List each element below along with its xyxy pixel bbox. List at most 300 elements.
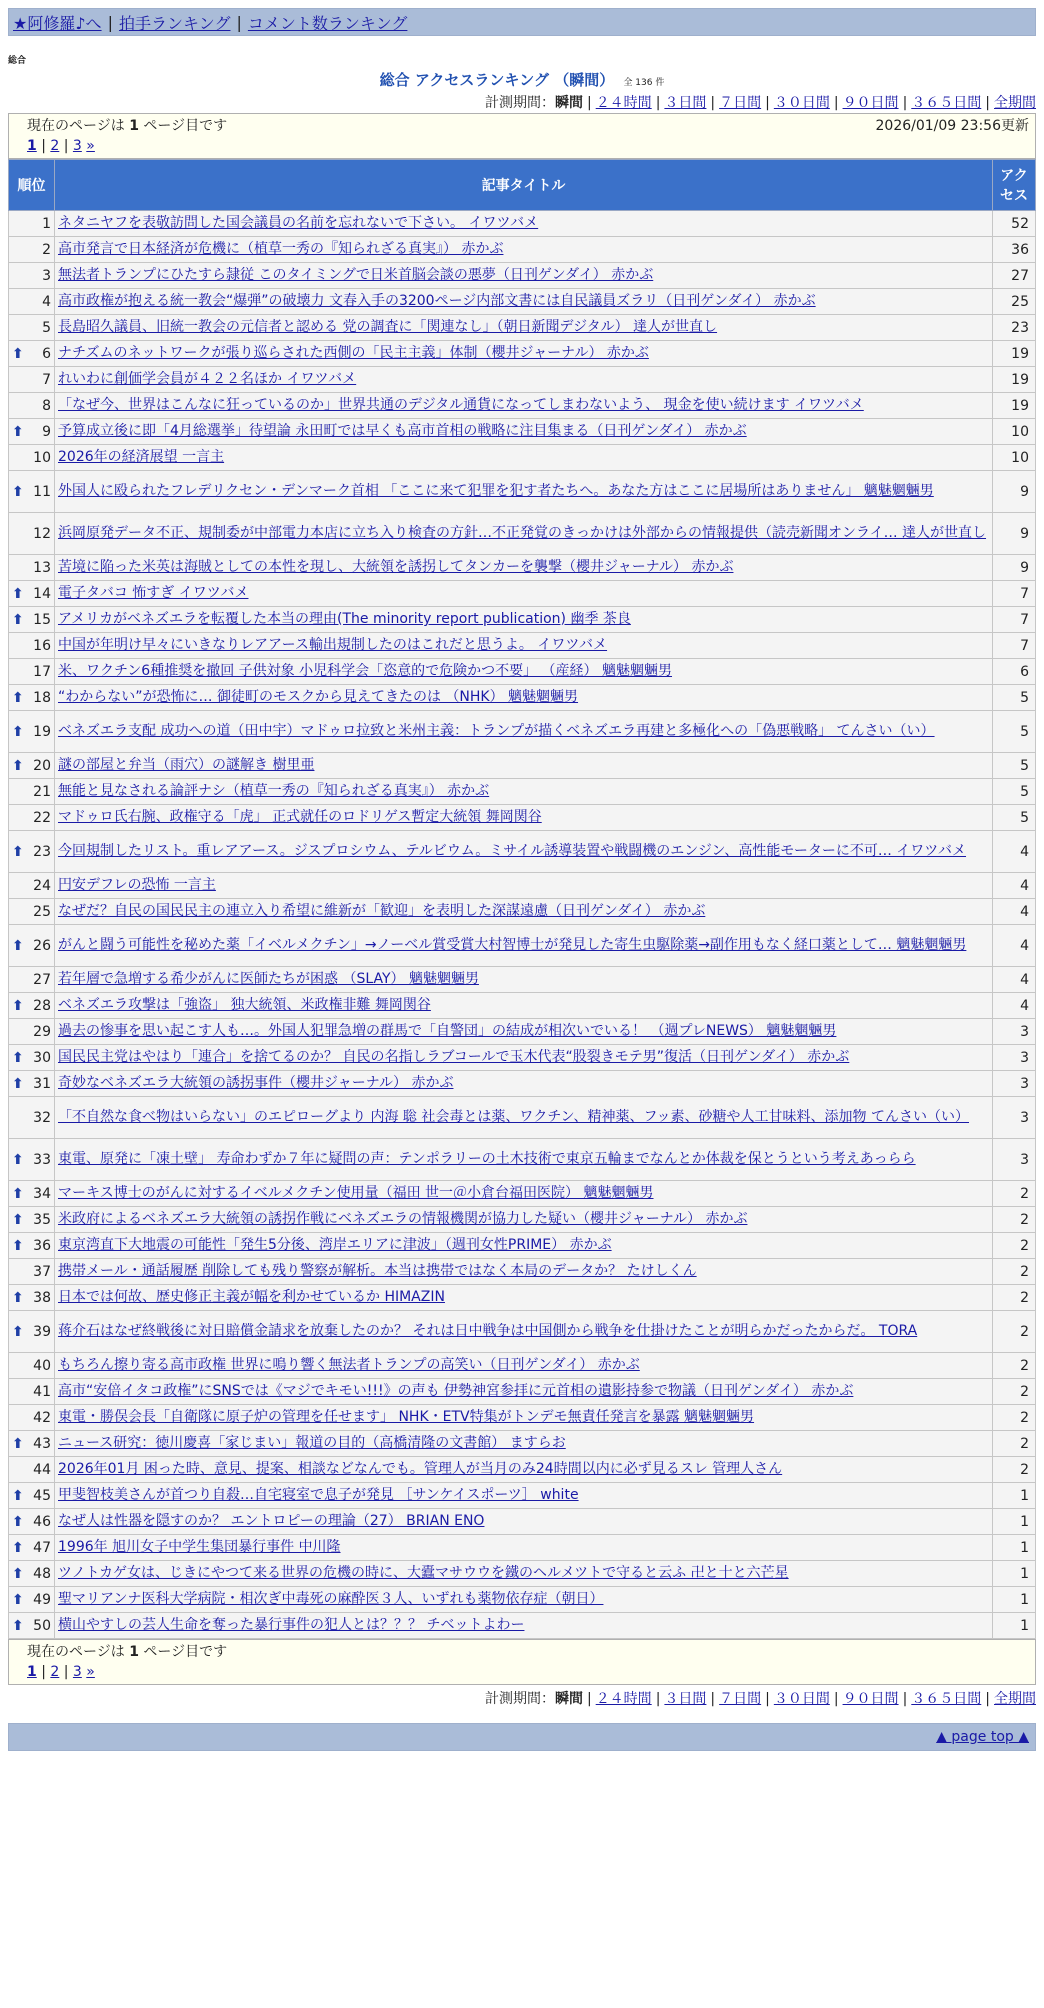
rank-cell <box>9 1535 55 1561</box>
table-row <box>9 1097 1036 1139</box>
page-separator: | <box>36 138 51 154</box>
table-row <box>9 1285 1036 1311</box>
title-cell <box>55 1285 993 1311</box>
access-count: 4 <box>993 993 1036 1019</box>
page-top-link[interactable]: ▲ page top ▲ <box>936 1729 1029 1745</box>
article-link[interactable]: 過去の惨事を思い起こす人も…。外国人犯罪急増の群馬で「自警団」の結成が相次いでいる！ （週プレNEWS） 魑魅魍魎男 <box>58 1023 837 1039</box>
access-count: 2 <box>993 1457 1036 1483</box>
table-row <box>9 237 1036 263</box>
period-link[interactable]: ２４時間 <box>595 1691 652 1707</box>
up-arrow-icon: ⬆ <box>12 1289 24 1306</box>
table-row <box>9 1587 1036 1613</box>
rank-cell <box>9 471 55 513</box>
page-separator: | <box>36 1664 51 1680</box>
up-arrow-icon: ⬆ <box>12 1435 24 1452</box>
up-arrow-icon: ⬆ <box>12 483 24 500</box>
access-count: 2 <box>993 1207 1036 1233</box>
access-count: 2 <box>993 1259 1036 1285</box>
article-link[interactable]: 高市“安倍イタコ政権”にSNSでは《マジでキモい!!!》の声も 伊勢神宮参拝に元首相の遺影持参で物議（日刊ゲンダイ） 赤かぶ <box>58 1383 854 1399</box>
title-cell <box>55 1139 993 1181</box>
header-title: 記事タイトル <box>55 160 993 211</box>
article-link[interactable]: 外国人に殴られたフレデリクセン・デンマーク首相 「ここに来て犯罪を犯す者たちへ。あなた方はここに居場所はありません」 魑魅魍魎男 <box>58 483 934 499</box>
page-status-suffix: ページ目です <box>143 118 228 134</box>
article-link[interactable]: 2026年の経済展望 一言主 <box>58 449 225 465</box>
pagination-bottom <box>8 1639 1036 1685</box>
rank-cell <box>9 1613 55 1639</box>
rank-cell <box>9 289 55 315</box>
table-row <box>9 555 1036 581</box>
table-row <box>9 967 1036 993</box>
period-link[interactable]: ７日間 <box>719 1691 762 1707</box>
bottom-bar <box>8 1723 1036 1751</box>
access-count: 9 <box>993 471 1036 513</box>
page-title-row <box>8 69 1036 91</box>
access-count: 1 <box>993 1561 1036 1587</box>
access-count: 3 <box>993 1019 1036 1045</box>
page-status <box>27 116 227 136</box>
article-link[interactable]: 長島昭久議員、旧統一教会の元信者と認める 党の調査に「関連なし」（朝日新聞デジタル） 達人が世直し <box>58 319 718 335</box>
page-link-current[interactable]: 1 <box>27 1664 37 1680</box>
rank-cell <box>9 607 55 633</box>
page-link-current[interactable]: 1 <box>27 138 37 154</box>
rank-cell <box>9 237 55 263</box>
period-separator: | <box>655 1691 661 1707</box>
table-row <box>9 1353 1036 1379</box>
article-link[interactable]: ネタニヤフを表敬訪問した国会議員の名前を忘れないで下さい。 イワツバメ <box>58 215 539 231</box>
table-row <box>9 341 1036 367</box>
rank-number: 28 <box>33 997 51 1014</box>
rank-number: 12 <box>33 525 51 542</box>
access-count: 2 <box>993 1405 1036 1431</box>
rank-number: 48 <box>33 1565 51 1582</box>
up-arrow-icon: ⬆ <box>12 1049 24 1066</box>
title-cell <box>55 607 993 633</box>
title-cell <box>55 419 993 445</box>
access-count: 4 <box>993 967 1036 993</box>
article-link[interactable]: 甲斐智枝美さんが首つり自殺…自宅寝室で息子が発見 ［サンケイスポーツ］ white <box>58 1487 579 1503</box>
period-separator: | <box>902 95 908 111</box>
title-cell <box>55 393 993 419</box>
period-label: 計測期間： <box>484 1691 555 1707</box>
title-cell <box>55 1379 993 1405</box>
period-separator: | <box>833 95 839 111</box>
title-cell <box>55 1353 993 1379</box>
rank-number: 11 <box>33 483 51 500</box>
article-link[interactable]: 米政府によるベネズエラ大統領の誘拐作戦にベネズエラの情報機関が協力した疑い（櫻井ジャーナル） 赤かぶ <box>58 1211 748 1227</box>
up-arrow-icon: ⬆ <box>12 937 24 954</box>
category-label: 総合 <box>8 56 27 66</box>
rank-cell <box>9 341 55 367</box>
rank-number: 32 <box>33 1109 51 1126</box>
table-row <box>9 1561 1036 1587</box>
article-link[interactable]: ニュース研究：徳川慶喜「家じまい」報道の目的（高橋清隆の文書館） ますらお <box>58 1435 566 1451</box>
article-link[interactable]: 若年層で急増する希少がんに医師たちが困惑 （SLAY） 魑魅魍魎男 <box>58 971 479 987</box>
table-row <box>9 659 1036 685</box>
page-separator: | <box>59 138 73 154</box>
article-link[interactable]: ベネズエラ支配 成功への道（田中宇）マドゥロ拉致と米州主義：トランプが描くベネズエラ再建と多極化への「偽悪戦略」 てんさい（い） <box>58 723 935 739</box>
title-cell <box>55 1405 993 1431</box>
article-link[interactable]: 日本では何故、歴史修正主義が幅を利かせているか HIMAZIN <box>58 1289 445 1305</box>
up-arrow-icon: ⬆ <box>12 689 24 706</box>
rank-cell <box>9 659 55 685</box>
table-row <box>9 1431 1036 1457</box>
table-row <box>9 1019 1036 1045</box>
title-cell <box>55 1509 993 1535</box>
table-row <box>9 1379 1036 1405</box>
article-link[interactable]: 電子タバコ 怖すぎ イワツバメ <box>58 585 249 601</box>
period-label: 計測期間： <box>484 95 555 111</box>
page-status-prefix: 現在のページは <box>27 1644 125 1660</box>
table-row <box>9 899 1036 925</box>
article-link[interactable]: 今回規制したリスト。重レアアース。ジスプロシウム、テルビウム。ミサイル誘導装置や戦闘機のエンジン、高性能モーターに不可… イワツバメ <box>58 843 967 859</box>
article-link[interactable]: 1996年 旭川女子中学生集団暴行事件 中川隆 <box>58 1539 341 1555</box>
title-cell <box>55 1181 993 1207</box>
table-row <box>9 393 1036 419</box>
article-link[interactable]: 無能と見なされる論評ナシ（植草一秀の『知られざる真実』） 赤かぶ <box>58 783 490 799</box>
page-status-current: 1 <box>129 118 139 134</box>
access-count: 9 <box>993 513 1036 555</box>
table-row <box>9 471 1036 513</box>
access-count: 7 <box>993 581 1036 607</box>
next-page-link[interactable]: » <box>86 1664 95 1680</box>
table-row <box>9 925 1036 967</box>
access-count: 5 <box>993 711 1036 753</box>
access-count: 1 <box>993 1587 1036 1613</box>
table-row <box>9 513 1036 555</box>
rank-number: 22 <box>33 809 51 826</box>
table-row <box>9 607 1036 633</box>
rank-cell <box>9 831 55 873</box>
rank-cell <box>9 685 55 711</box>
rank-cell <box>9 1405 55 1431</box>
up-arrow-icon: ⬆ <box>12 1591 24 1608</box>
title-cell <box>55 1233 993 1259</box>
rank-number: 23 <box>33 843 51 860</box>
article-link[interactable]: アメリカがベネズエラを転覆した本当の理由(The minority report publication) 幽季 茶良 <box>58 611 631 627</box>
table-row <box>9 993 1036 1019</box>
access-count: 7 <box>993 633 1036 659</box>
title-cell <box>55 779 993 805</box>
period-link[interactable]: ３日間 <box>664 1691 707 1707</box>
period-current: 瞬間 <box>554 1691 583 1707</box>
up-arrow-icon: ⬆ <box>12 585 24 602</box>
table-row <box>9 1207 1036 1233</box>
up-arrow-icon: ⬆ <box>12 723 24 740</box>
rank-cell <box>9 993 55 1019</box>
article-link[interactable]: 中国が年明け早々にいきなりレアアース輸出規制したのはこれだと思うよ。 イワツバメ <box>58 637 608 653</box>
title-cell <box>55 1457 993 1483</box>
table-row <box>9 805 1036 831</box>
title-cell <box>55 289 993 315</box>
title-cell <box>55 341 993 367</box>
rank-number: 29 <box>33 1023 51 1040</box>
up-arrow-icon: ⬆ <box>12 1151 24 1168</box>
period-link[interactable]: ３６５日間 <box>911 95 982 111</box>
rank-cell <box>9 1045 55 1071</box>
title-cell <box>55 315 993 341</box>
table-row <box>9 1613 1036 1639</box>
access-count: 19 <box>993 341 1036 367</box>
period-link[interactable]: ３６５日間 <box>911 1691 982 1707</box>
article-link[interactable]: 東電・勝俣会長「自衛隊に原子炉の管理を任せます」 NHK・ETV特集がトンデモ無責任発言を暴露 魑魅魍魎男 <box>58 1409 755 1425</box>
period-link[interactable]: ７日間 <box>719 95 762 111</box>
nav-link-comment-ranking[interactable]: コメント数ランキング <box>247 13 408 33</box>
title-cell <box>55 1097 993 1139</box>
article-link[interactable]: 聖マリアンナ医科大学病院・相次ぎ中毒死の麻酔医３人、いずれも薬物依存症（朝日） <box>58 1591 604 1607</box>
access-count: 27 <box>993 263 1036 289</box>
period-separator: | <box>985 95 990 111</box>
article-link[interactable]: 「不自然な食べ物はいらない」のエピローグより 内海 聡 社会毒とは薬、ワクチン、精神薬、フッ素、砂糖や人工甘味料、添加物 てんさい（い） <box>58 1109 969 1125</box>
rank-number: 3 <box>42 267 51 284</box>
rank-cell <box>9 393 55 419</box>
article-link[interactable]: 高市発言で日本経済が危機に（植草一秀の『知られざる真実』） 赤かぶ <box>58 241 504 257</box>
ranking-table-body <box>9 211 1036 1639</box>
rank-number: 25 <box>33 903 51 920</box>
article-link[interactable]: ツノトカゲ女は、じきにやつて来る世界の危機の時に、大蠹マサウウを鐵のヘルメツトで守ると云ふ 卍と十と六芒星 <box>58 1565 789 1581</box>
article-link[interactable]: 国民民主党はやはり「連合」を捨てるのか？ 自民の名指しラブコールで玉木代表“股裂きモテ男”復活（日刊ゲンダイ） 赤かぶ <box>58 1049 850 1065</box>
rank-number: 50 <box>33 1617 51 1634</box>
period-link[interactable]: ３０日間 <box>773 1691 830 1707</box>
period-separator: | <box>985 1691 990 1707</box>
nav-link-clap-ranking[interactable]: 拍手ランキング <box>118 13 231 33</box>
period-separator: | <box>710 1691 716 1707</box>
period-link[interactable]: ２４時間 <box>595 95 652 111</box>
rank-number: 2 <box>42 241 51 258</box>
rank-cell <box>9 1181 55 1207</box>
article-link[interactable]: マーキス博士のがんに対するイベルメクチン使用量（福田 世一＠小倉台福田医院） 魑魅魍魎男 <box>58 1185 654 1201</box>
rank-number: 26 <box>33 937 51 954</box>
table-row <box>9 831 1036 873</box>
up-arrow-icon: ⬆ <box>12 1617 24 1634</box>
table-row <box>9 581 1036 607</box>
access-count: 5 <box>993 753 1036 779</box>
page-separator: | <box>59 1664 73 1680</box>
article-link[interactable]: 円安デフレの恐怖 一言主 <box>58 877 216 893</box>
title-cell <box>55 899 993 925</box>
table-row <box>9 711 1036 753</box>
access-count: 1 <box>993 1509 1036 1535</box>
article-link[interactable]: 苦境に陥った米英は海賊としての本性を現し、大統領を誘拐してタンカーを襲撃（櫻井ジャーナル） 赤かぶ <box>58 559 734 575</box>
article-link[interactable]: 東電、原発に「凍土壁」 寿命わずか７年に疑問の声：テンポラリーの土木技術で東京五輪までなんとか体裁を保とうという考えあっらら <box>58 1151 916 1167</box>
period-separator: | <box>833 1691 839 1707</box>
page-link[interactable]: 3 <box>72 1664 82 1680</box>
page-title: 総合 アクセスランキング （瞬間） <box>379 71 615 89</box>
rank-number: 27 <box>33 971 51 988</box>
article-link[interactable]: 2026年01月 困った時、意見、提案、相談などなんでも。管理人が当月のみ24時間以内に必ず見るスレ 管理人さん <box>58 1461 783 1477</box>
title-cell <box>55 445 993 471</box>
rank-number: 9 <box>42 423 51 440</box>
period-separator: | <box>586 95 592 111</box>
pagination-top <box>8 113 1036 159</box>
rank-number: 46 <box>33 1513 51 1530</box>
rank-number: 15 <box>33 611 51 628</box>
rank-number: 13 <box>33 559 51 576</box>
rank-cell <box>9 711 55 753</box>
access-count: 3 <box>993 1045 1036 1071</box>
article-link[interactable]: ナチズムのネットワークが張り巡らされた西側の「民主主義」体制（櫻井ジャーナル） 赤かぶ <box>58 345 649 361</box>
rank-number: 33 <box>33 1151 51 1168</box>
table-row <box>9 1259 1036 1285</box>
title-cell <box>55 263 993 289</box>
article-link[interactable]: ベネズエラ攻撃は「強盗」 独大統領、米政権非難 舞岡関谷 <box>58 997 431 1013</box>
table-row <box>9 263 1036 289</box>
access-count: 1 <box>993 1535 1036 1561</box>
rank-cell <box>9 779 55 805</box>
article-link[interactable]: “わからない”が恐怖に… 御徒町のモスクから見えてきたのは （NHK） 魑魅魍魎男 <box>58 689 579 705</box>
rank-number: 5 <box>42 319 51 336</box>
article-link[interactable]: もちろん擦り寄る高市政権 世界に鳴り響く無法者トランプの高笑い（日刊ゲンダイ） 赤かぶ <box>58 1357 640 1373</box>
page-status-prefix: 現在のページは <box>27 118 125 134</box>
table-row <box>9 873 1036 899</box>
up-arrow-icon: ⬆ <box>12 1565 24 1582</box>
table-row <box>9 685 1036 711</box>
rank-number: 47 <box>33 1539 51 1556</box>
title-cell <box>55 967 993 993</box>
title-cell <box>55 993 993 1019</box>
nav-separator: | <box>236 12 242 32</box>
period-separator: | <box>902 1691 908 1707</box>
access-count: 25 <box>993 289 1036 315</box>
access-count: 4 <box>993 873 1036 899</box>
article-link[interactable]: 奇妙なベネズエラ大統領の誘拐事件（櫻井ジャーナル） 赤かぶ <box>58 1075 454 1091</box>
article-link[interactable]: れいわに創価学会員が４２２名ほか イワツバメ <box>58 371 357 387</box>
access-count: 5 <box>993 779 1036 805</box>
title-cell <box>55 1207 993 1233</box>
access-count: 19 <box>993 393 1036 419</box>
article-link[interactable]: なぜだ？自民の国民民主の連立入り希望に維新が「歓迎」を表明した深謀遠慮（日刊ゲンダイ） 赤かぶ <box>58 903 706 919</box>
title-cell <box>55 367 993 393</box>
article-link[interactable]: 東京湾直下大地震の可能性「発生5分後、湾岸エリアに津波」（週刊女性PRIME） 赤かぶ <box>58 1237 612 1253</box>
period-link[interactable]: ３日間 <box>664 95 707 111</box>
rank-number: 7 <box>42 371 51 388</box>
article-link[interactable]: 蒋介石はなぜ終戦後に対日賠償金請求を放棄したのか？ それは日中戦争は中国側から戦争を仕掛けたことが明らかだったからだ。 TORA <box>58 1323 918 1339</box>
article-link[interactable]: なぜ人は性器を隠すのか？ エントロピーの理論（27） BRIAN ENO <box>58 1513 485 1529</box>
article-link[interactable]: 米、ワクチン6種推奨を撤回 子供対象 小児科学会「恣意的で危険かつ不要」 （産経） 魑魅魍魎男 <box>58 663 673 679</box>
table-row <box>9 211 1036 237</box>
rank-cell <box>9 1561 55 1587</box>
table-row <box>9 419 1036 445</box>
rank-cell <box>9 1483 55 1509</box>
access-count: 23 <box>993 315 1036 341</box>
rank-cell <box>9 1207 55 1233</box>
rank-cell <box>9 315 55 341</box>
access-count: 9 <box>993 555 1036 581</box>
page-link[interactable]: 3 <box>72 138 82 154</box>
article-link[interactable]: 「なぜ今、世界はこんなに狂っているのか」世界共通のデジタル通貨になってしまわないよう、 現金を使い続けます イワツバメ <box>58 397 864 413</box>
table-row <box>9 1071 1036 1097</box>
up-arrow-icon: ⬆ <box>12 843 24 860</box>
access-count: 2 <box>993 1181 1036 1207</box>
rank-number: 19 <box>33 723 51 740</box>
header-access: アクセス <box>993 160 1036 211</box>
article-link[interactable]: 横山やすしの芸人生命を奪った暴行事件の犯人とは？？？ チベットよわー <box>58 1617 525 1633</box>
rank-cell <box>9 805 55 831</box>
up-arrow-icon: ⬆ <box>12 423 24 440</box>
table-row <box>9 1483 1036 1509</box>
access-count: 4 <box>993 899 1036 925</box>
article-link[interactable]: 高市政権が抱える統一教会“爆弾”の破壊力 文春入手の3200ページ内部文書には自民議員ズラリ（日刊ゲンダイ） 赤かぶ <box>58 293 816 309</box>
rank-number: 4 <box>42 293 51 310</box>
rank-cell <box>9 1431 55 1457</box>
rank-number: 8 <box>42 397 51 414</box>
page-link[interactable]: 2 <box>50 138 60 154</box>
up-arrow-icon: ⬆ <box>12 1323 24 1340</box>
period-selector-top <box>8 93 1036 113</box>
next-page-link[interactable]: » <box>86 138 95 154</box>
rank-cell <box>9 925 55 967</box>
article-link[interactable]: 予算成立後に即「4月総選挙」待望論 永田町では早くも高市首相の戦略に注目集まる（日刊ゲンダイ） 赤かぶ <box>58 423 747 439</box>
period-link[interactable]: ９０日間 <box>842 1691 899 1707</box>
rank-number: 34 <box>33 1185 51 1202</box>
period-link[interactable]: 全期間 <box>994 1691 1036 1707</box>
table-row <box>9 1535 1036 1561</box>
updated-timestamp: 2026/01/09 23:56更新 <box>875 118 1029 134</box>
page-link[interactable]: 2 <box>50 1664 60 1680</box>
title-cell <box>55 1019 993 1045</box>
up-arrow-icon: ⬆ <box>12 1513 24 1530</box>
access-count: 36 <box>993 237 1036 263</box>
page-status-suffix: ページ目です <box>143 1644 228 1660</box>
period-separator: | <box>765 95 770 111</box>
title-cell <box>55 753 993 779</box>
rank-number: 42 <box>33 1409 51 1426</box>
rank-number: 35 <box>33 1211 51 1228</box>
rank-cell <box>9 445 55 471</box>
article-link[interactable]: 謎の部屋と弁当（雨穴）の謎解き 樹里亜 <box>58 757 315 773</box>
article-link[interactable]: 携帯メール・通話履歴 削除しても残り警察が解析。本当は携帯ではなく本局のデータか？ たけしくん <box>58 1263 697 1279</box>
page-status-row <box>27 1642 1029 1662</box>
access-count: 2 <box>993 1379 1036 1405</box>
access-count: 1 <box>993 1613 1036 1639</box>
article-link[interactable]: がんと闘う可能性を秘めた薬「イベルメクチン」→ノーベル賞受賞大村智博士が発見した寄生虫駆除薬→副作用もなく経口薬として… 魑魅魍魎男 <box>58 937 967 953</box>
access-count: 4 <box>993 925 1036 967</box>
period-link[interactable]: ９０日間 <box>842 95 899 111</box>
article-link[interactable]: 浜岡原発データ不正、規制委が中部電力本店に立ち入り検査の方針…不正発覚のきっかけは外部からの情報提供（読売新聞オンライ… 達人が世直し <box>58 525 987 541</box>
table-row <box>9 1139 1036 1181</box>
title-cell <box>55 659 993 685</box>
title-cell <box>55 581 993 607</box>
up-arrow-icon: ⬆ <box>12 1237 24 1254</box>
title-cell <box>55 471 993 513</box>
rank-cell <box>9 1353 55 1379</box>
access-count: 2 <box>993 1311 1036 1353</box>
rank-number: 31 <box>33 1075 51 1092</box>
rank-cell <box>9 873 55 899</box>
table-row <box>9 1457 1036 1483</box>
rank-number: 36 <box>33 1237 51 1254</box>
table-row <box>9 1045 1036 1071</box>
period-link[interactable]: ３０日間 <box>773 95 830 111</box>
title-cell <box>55 1483 993 1509</box>
rank-number: 14 <box>33 585 51 602</box>
access-count: 3 <box>993 1071 1036 1097</box>
article-link[interactable]: 無法者トランプにひたすら隷従 このタイミングで日米首脳会談の悪夢（日刊ゲンダイ） 赤かぶ <box>58 267 654 283</box>
period-link[interactable]: 全期間 <box>994 95 1036 111</box>
rank-cell <box>9 1509 55 1535</box>
article-link[interactable]: マドゥロ氏右腕、政権守る「虎」 正式就任のロドリゲス暫定大統領 舞岡関谷 <box>58 809 542 825</box>
rank-cell <box>9 581 55 607</box>
access-count: 2 <box>993 1431 1036 1457</box>
table-row <box>9 315 1036 341</box>
period-separator: | <box>586 1691 592 1707</box>
access-count: 3 <box>993 1097 1036 1139</box>
rank-number: 1 <box>42 215 51 232</box>
nav-link-asyura[interactable]: ★阿修羅♪へ <box>13 13 102 33</box>
title-cell <box>55 1587 993 1613</box>
up-arrow-icon: ⬆ <box>12 1487 24 1504</box>
title-cell <box>55 711 993 753</box>
rank-number: 41 <box>33 1383 51 1400</box>
